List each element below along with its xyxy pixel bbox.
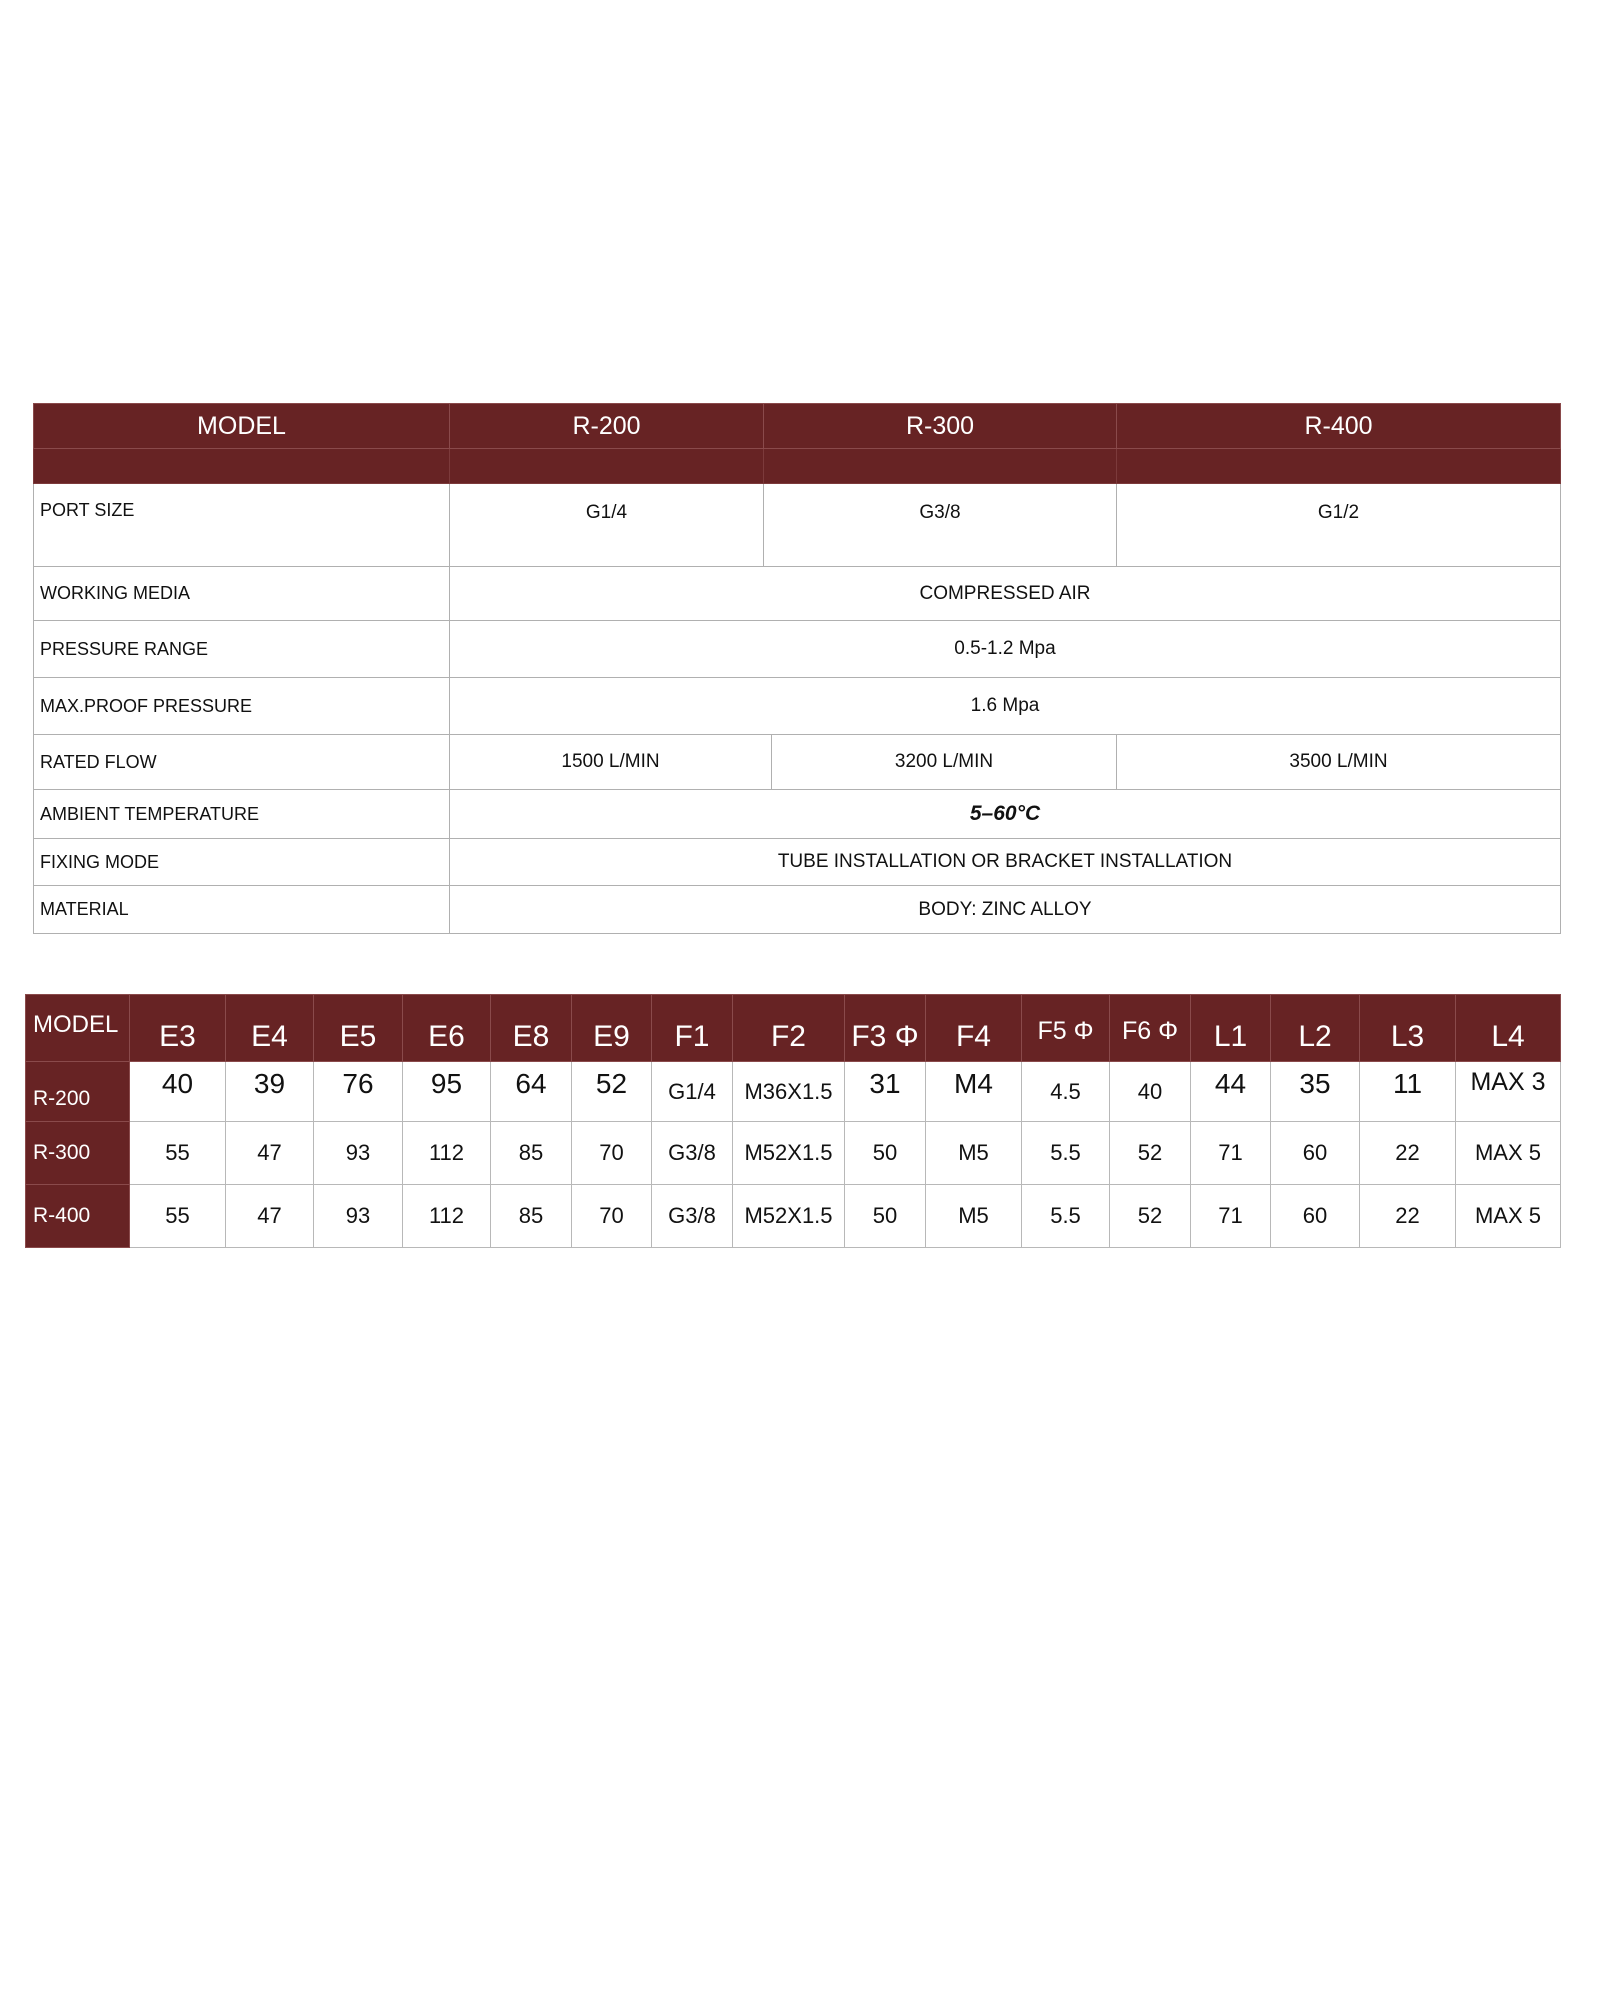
dims-cell: M5 [926, 1185, 1022, 1248]
dims-cell: 22 [1360, 1185, 1456, 1248]
dims-cell: 64 [491, 1062, 572, 1122]
spec-header-band-cell [34, 449, 450, 484]
dims-cell: 50 [845, 1122, 926, 1185]
spec-row-pressure-range [34, 621, 1561, 678]
dims-cell: 44 [1191, 1062, 1271, 1122]
dims-cell: M52X1.5 [733, 1122, 845, 1185]
dims-col-header: E4 [226, 995, 314, 1062]
max-proof-pressure-label: MAX.PROOF PRESSURE [34, 678, 450, 735]
pressure-range-value: 0.5-1.2 Mpa [450, 621, 1561, 678]
max-proof-pressure-value: 1.6 Mpa [450, 678, 1561, 735]
spec-header-r300: R-300 [764, 404, 1117, 449]
spec-header-model: MODEL [34, 404, 450, 449]
spec-header-row [34, 404, 1561, 449]
spec-row-fixing-mode [34, 839, 1561, 886]
dims-cell: 52 [1110, 1185, 1191, 1248]
dims-cell: 40 [1110, 1062, 1191, 1122]
dims-cell: 5.5 [1022, 1122, 1110, 1185]
dims-cell: MAX 5 [1456, 1185, 1561, 1248]
dims-cell: 55 [130, 1122, 226, 1185]
material-label: MATERIAL [34, 886, 450, 934]
dims-cell: 76 [314, 1062, 403, 1122]
ambient-temperature-label: AMBIENT TEMPERATURE [34, 790, 450, 839]
fixing-mode-label: FIXING MODE [34, 839, 450, 886]
spec-header-r400: R-400 [1117, 404, 1561, 449]
dims-cell: G3/8 [652, 1122, 733, 1185]
dims-col-header: E8 [491, 995, 572, 1062]
spec-header-band [34, 449, 1561, 484]
dimensions-table [25, 994, 1561, 1248]
dims-cell: 95 [403, 1062, 491, 1122]
material-value: BODY: ZINC ALLOY [450, 886, 1561, 934]
spec-row-ambient-temperature [34, 790, 1561, 839]
dims-row-r400 [26, 1185, 1561, 1248]
port-size-r200: G1/4 [450, 484, 764, 567]
dims-cell: M52X1.5 [733, 1185, 845, 1248]
dims-cell: M4 [926, 1062, 1022, 1122]
spec-header-band-cell [450, 449, 764, 484]
dims-col-header: E6 [403, 995, 491, 1062]
dims-cell: 5.5 [1022, 1185, 1110, 1248]
rated-flow-r300: 3200 L/MIN [894, 751, 994, 772]
dims-col-header: F2 [733, 995, 845, 1062]
ambient-temperature-value: 5–60°C [450, 790, 1561, 839]
dims-cell: 70 [572, 1122, 652, 1185]
port-size-label: PORT SIZE [34, 484, 450, 567]
dims-col-header: F5 Φ [1022, 995, 1110, 1062]
dims-cell: 85 [491, 1122, 572, 1185]
dims-col-header: F1 [652, 995, 733, 1062]
rated-flow-label: RATED FLOW [34, 735, 450, 790]
dims-col-header: E9 [572, 995, 652, 1062]
dims-row-r200 [26, 1062, 1561, 1122]
dims-cell: 4.5 [1022, 1062, 1110, 1122]
dims-col-header: L3 [1360, 995, 1456, 1062]
dims-header-row [26, 995, 1561, 1062]
rated-flow-r200: 1500 L/MIN [450, 735, 772, 789]
spec-header-band-cell [1117, 449, 1561, 484]
dims-cell: 85 [491, 1185, 572, 1248]
dims-col-header: E3 [130, 995, 226, 1062]
dims-cell: 31 [845, 1062, 926, 1122]
dims-cell: 70 [572, 1185, 652, 1248]
working-media-value: COMPRESSED AIR [450, 567, 1561, 621]
dims-cell: 112 [403, 1185, 491, 1248]
dims-cell: 52 [1110, 1122, 1191, 1185]
dims-cell: 93 [314, 1122, 403, 1185]
dims-cell: M5 [926, 1122, 1022, 1185]
dims-cell: 35 [1271, 1062, 1360, 1122]
dims-row-model: R-300 [26, 1122, 130, 1185]
fixing-mode-value: TUBE INSTALLATION OR BRACKET INSTALLATION [450, 839, 1561, 886]
specification-table [33, 403, 1561, 934]
dims-col-header: F3 Φ [845, 995, 926, 1062]
dims-cell: 93 [314, 1185, 403, 1248]
dims-cell: 22 [1360, 1122, 1456, 1185]
dims-cell: 52 [572, 1062, 652, 1122]
dims-col-header: F4 [926, 995, 1022, 1062]
dims-col-header: F6 Φ [1110, 995, 1191, 1062]
spec-row-working-media [34, 567, 1561, 621]
dims-row-model: R-400 [26, 1185, 130, 1248]
dims-cell: 47 [226, 1185, 314, 1248]
dims-cell: 11 [1360, 1062, 1456, 1122]
dims-cell: 60 [1271, 1185, 1360, 1248]
dims-cell: 47 [226, 1122, 314, 1185]
dims-col-header: L2 [1271, 995, 1360, 1062]
dims-cell: M36X1.5 [733, 1062, 845, 1122]
rated-flow-r200-group [450, 735, 1117, 790]
dims-row-r300 [26, 1122, 1561, 1185]
dims-cell: 112 [403, 1122, 491, 1185]
pressure-range-label: PRESSURE RANGE [34, 621, 450, 678]
dims-cell: 39 [226, 1062, 314, 1122]
spec-row-rated-flow [34, 735, 1561, 790]
dims-cell: 40 [130, 1062, 226, 1122]
dims-cell: 50 [845, 1185, 926, 1248]
spec-header-r200: R-200 [450, 404, 764, 449]
dims-cell: MAX 5 [1456, 1122, 1561, 1185]
dims-cell: 71 [1191, 1185, 1271, 1248]
dims-col-header: L1 [1191, 995, 1271, 1062]
dims-row-model: R-200 [26, 1062, 130, 1122]
dims-cell: 55 [130, 1185, 226, 1248]
port-size-r300: G3/8 [764, 484, 1117, 567]
spec-row-material [34, 886, 1561, 934]
dims-cell: G1/4 [652, 1062, 733, 1122]
dims-header-model: MODEL [26, 995, 130, 1062]
dims-col-header: E5 [314, 995, 403, 1062]
working-media-label: WORKING MEDIA [34, 567, 450, 621]
dims-cell: MAX 3 [1456, 1062, 1561, 1122]
spec-row-port-size [34, 484, 1561, 567]
spec-header-band-cell [764, 449, 1117, 484]
dims-cell: G3/8 [652, 1185, 733, 1248]
dims-col-header: L4 [1456, 995, 1561, 1062]
rated-flow-r400: 3500 L/MIN [1117, 735, 1561, 790]
port-size-r400: G1/2 [1117, 484, 1561, 567]
spec-row-max-proof-pressure [34, 678, 1561, 735]
dims-cell: 71 [1191, 1122, 1271, 1185]
dims-cell: 60 [1271, 1122, 1360, 1185]
